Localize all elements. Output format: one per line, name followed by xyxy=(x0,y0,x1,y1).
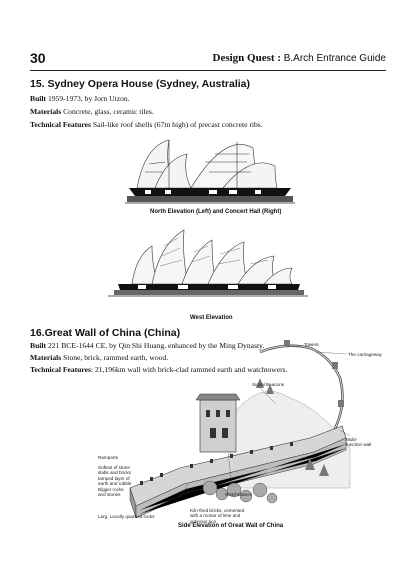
label-large-rocks: Larg. Locally quarried rocks xyxy=(98,514,155,519)
page-header xyxy=(30,50,386,70)
label-softest: Softest of stone slabs and bricks xyxy=(98,465,131,476)
label: Built xyxy=(30,94,47,103)
page-number: 30 xyxy=(30,50,46,66)
sydney-built xyxy=(30,94,130,103)
label-kiln-bricks: Kiln-fired bricks, cemented with a mortar of lime and gutinous rice xyxy=(190,508,245,524)
label-signal-beacons: Signal Beacons xyxy=(252,382,284,387)
west-elevation-drawing xyxy=(108,226,308,306)
label-tamped: tamped layer of earth and rubble xyxy=(98,476,132,487)
value: Concrete, glass, ceramic tiles. xyxy=(61,107,154,116)
section-heading-sydney: 15. Sydney Opera House (Sydney, Australia) xyxy=(30,78,250,90)
label-towers: Towers xyxy=(304,342,319,347)
label: Technical Features xyxy=(30,120,91,129)
header-rule xyxy=(30,70,386,71)
value: Stone, brick, rammed earth, wood. xyxy=(61,353,169,362)
caption-west-elevation: West Elevation xyxy=(190,315,233,321)
sydney-materials xyxy=(30,107,154,116)
label-bigger-rocks: Bigger rocks and stones xyxy=(98,487,124,498)
caption-great-wall: Side Elevation of Great Wall of China xyxy=(178,523,284,529)
label: Technical Features xyxy=(30,365,91,374)
label: Built xyxy=(30,341,47,350)
caption-north-elevation: North Elevation (Left) and Concert Hall (Right) xyxy=(150,209,282,215)
label: Materials xyxy=(30,107,62,116)
value: 1959-1973, by Jorn Utzon. xyxy=(46,94,130,103)
label-multi-function-wall: Multi-function wall xyxy=(346,437,372,448)
value: : 21,196km wall with brick-clad rammed earth and watchtowers. xyxy=(90,365,288,374)
label-watchtowers: Watchtowers xyxy=(225,492,252,497)
book-title xyxy=(213,52,386,64)
value: 221 BCE-1644 CE, by Qin Shi Huang, enhanced by the Ming Dynasty. xyxy=(46,341,265,350)
book-title-rest: B.Arch Entrance Guide xyxy=(283,53,386,64)
north-elevation-drawing xyxy=(125,132,295,208)
label-ramparts: Ramparts xyxy=(98,455,118,460)
label-carriageway: The carriageway xyxy=(348,352,382,357)
value: Sail-like roof shells (67m high) of precast concrete ribs. xyxy=(90,120,263,129)
section-heading-great-wall: 16.Great Wall of China (China) xyxy=(30,327,181,339)
book-title-bold: Design Quest : xyxy=(212,52,281,64)
sydney-technical xyxy=(30,120,263,129)
label: Materials xyxy=(30,353,62,362)
